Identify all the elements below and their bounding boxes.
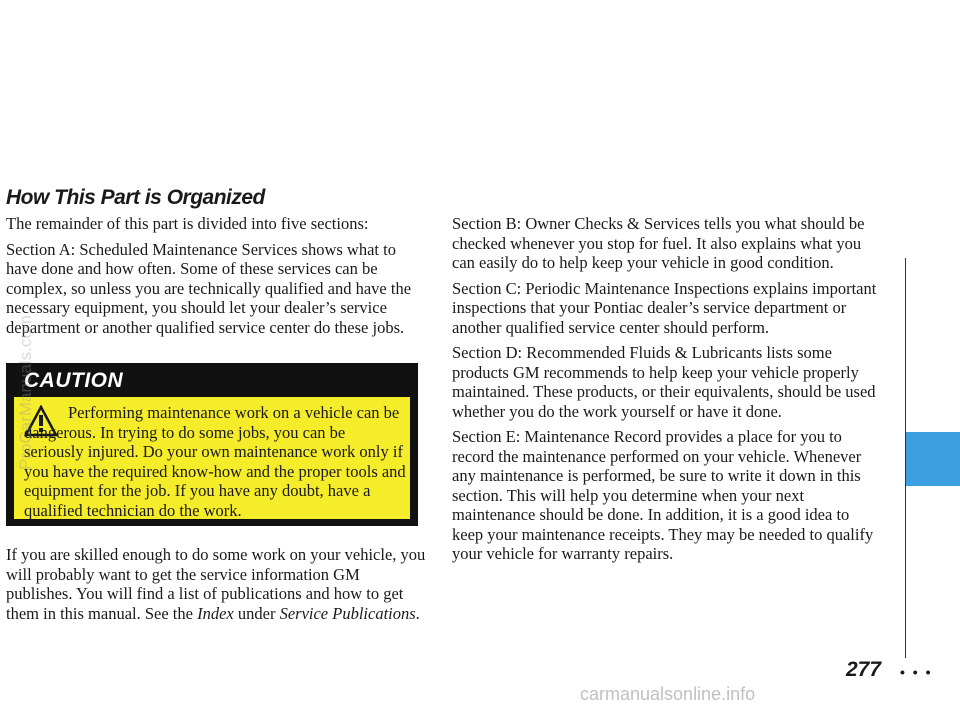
page-dots: • • • xyxy=(900,664,933,680)
section-b-paragraph: Section B: Owner Checks & Services tells you what should be checked whenever you stop for fuel. It also explains what you can easily do to help keep your vehicle in good condition. xyxy=(452,214,865,272)
service-publications-reference: Service Publications xyxy=(279,603,416,623)
right-column xyxy=(452,214,884,570)
side-watermark: ProCarManuals.com xyxy=(16,315,35,470)
caution-title: CAUTION xyxy=(24,369,124,392)
section-tab-marker xyxy=(906,432,960,486)
section-d-paragraph: Section D: Recommended Fluids & Lubricants lists some products GM recommends to help keep your vehicle properly maintained. These products, or their equivalents, should be used whether you do the work yourself or have it done. xyxy=(452,343,876,421)
service-info-paragraph xyxy=(6,545,426,623)
section-a-paragraph: Section A: Scheduled Maintenance Services shows what to have done and how often. Some of these services can be complex, so unless you are technically qualified and have the necessary equipment, you should let your dealer’s service department or another qualified service center do these jobs. xyxy=(6,239,412,337)
service-info-end: . xyxy=(415,603,420,623)
bottom-watermark: carmanualsonline.info xyxy=(580,684,756,704)
caution-box xyxy=(6,363,418,526)
section-heading: How This Part is Organized xyxy=(6,186,265,209)
intro-paragraph: The remainder of this part is divided into five sections: xyxy=(6,214,369,233)
index-reference: Index xyxy=(197,603,234,623)
section-c-paragraph: Section C: Periodic Maintenance Inspections explains important inspections that your Pontiac dealer’s service department or another qualified service center should perform. xyxy=(452,278,877,337)
service-info-connector: under xyxy=(233,603,280,623)
caution-body xyxy=(14,397,410,519)
left-column xyxy=(6,214,422,343)
page-number: 277 xyxy=(846,658,882,681)
section-e-paragraph: Section E: Maintenance Record provides a place for you to record the maintenance performed on your vehicle. Whenever any maintenance is performed, be sure to write it down in this section. This will help you determine when your next maintenance should be done. In addition, it is a good idea to keep your maintenance receipts. They may be needed to qualify your vehicle for warranty repairs. xyxy=(452,427,874,563)
caution-text: Performing maintenance work on a vehicle can be dangerous. In trying to do some jobs, you can be seriously injured. Do your own maintenance work only if you have the required know-how and the proper tools and equipment for the job. If you have any doubt, have a qualified technician do the work. xyxy=(24,403,406,520)
service-info-text: If you are skilled enough to do some work on your vehicle, you will probably want to get the service information GM publishes. You will find a list of publications and how to get them in this manual. See the xyxy=(6,545,426,623)
